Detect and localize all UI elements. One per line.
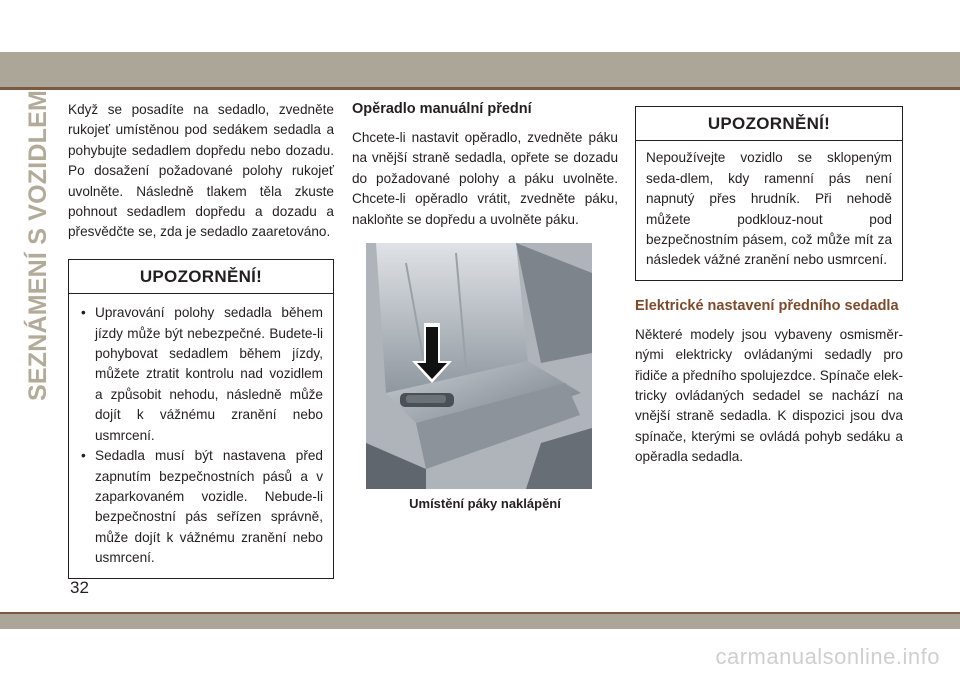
section-title: SEZNÁMENÍ S VOZIDLEM bbox=[23, 89, 52, 401]
top-margin bbox=[0, 0, 960, 52]
section-heading-backrest: Opěradlo manuální přední bbox=[352, 101, 532, 117]
column-middle bbox=[352, 100, 618, 514]
warning-title: UPOZORNĚNÍ! bbox=[69, 260, 333, 294]
column-right bbox=[635, 106, 903, 468]
warning-body bbox=[636, 141, 902, 279]
section-heading-power-seat: Elektrické nastavení předního sedadla bbox=[635, 297, 899, 314]
warning-item: • Upravování polohy sedadla během jízdy může být nebezpečné. Budete-li pohybovat sedadlem během jízdy, můžete ztratit kontrolu nad vozidlem a způsobit nehodu, následně může dojít k vážnému zranění nebo usmrcení. bbox=[79, 303, 323, 446]
warning-title: UPOZORNĚNÍ! bbox=[636, 107, 902, 141]
warning-item: • Sedadla musí být nastavena před zapnutím bezpečnostních pásů a v zaparkovaném vozidle. Nebude-li bezpečnostní pás seřízen správně, může dojít k vážnému zranění nebo usmrcení. bbox=[79, 446, 323, 568]
watermark-text: carmanualsonline.info bbox=[715, 644, 940, 669]
section-sidebar bbox=[12, 89, 64, 401]
warning-box-right bbox=[635, 106, 903, 281]
intro-paragraph: Když se posadíte na sedadlo, zvedněte rukojeť umístěnou pod sedákem sedadla a pohybujte sedadlem dopředu nebo dozadu. Po dosažení požadované polohy rukojeť uvolněte. Následně tlakem těla zkuste pohnout sedadlem dopředu a dozadu a přesvědčte se, zda je sedadlo zaaretováno. bbox=[68, 102, 334, 240]
page-number: 32 bbox=[70, 578, 89, 597]
backrest-paragraph: Chcete-li nastavit opěradlo, zvedněte páku na vnější straně sedadla, opřete se dozadu do požadované polohy a páku uvolněte. Chcete-li opěradlo vrátit, zvedněte páku, nakloňte se dopředu a uvolněte páku. bbox=[352, 130, 618, 227]
seat-lever-photo bbox=[366, 243, 592, 489]
photo-caption: Umístění páky naklápění bbox=[409, 496, 561, 512]
column-left bbox=[68, 100, 334, 579]
header-bar bbox=[0, 52, 960, 87]
seat-illustration bbox=[366, 243, 592, 489]
watermark-area bbox=[0, 630, 960, 678]
header-rule bbox=[0, 87, 960, 90]
power-seat-paragraph: Některé modely jsou vybaveny osmisměr-nými elektricky ovládanými sedadly pro řidiče a předního spolujezdce. Spínače elek-tricky ovládaných sedadel se nachází na vnější straně sedadla. K dispozici jsou dva spínače, kterými se ovládá pohyb sedáku a opěradla sedadla. bbox=[635, 326, 903, 465]
warning-body bbox=[69, 294, 333, 577]
warning-text: Nepoužívejte vozidlo se sklopeným seda-dlem, kdy ramenní pás není napnutý přes hrudník. Při nehodě můžete podklouz-nout pod bezpečnostním pásem, což může mít za následek vážné zranění nebo usmrcení. bbox=[646, 150, 892, 268]
footer-bar bbox=[0, 614, 960, 629]
warning-list bbox=[79, 303, 323, 568]
warning-box-left bbox=[68, 259, 334, 579]
